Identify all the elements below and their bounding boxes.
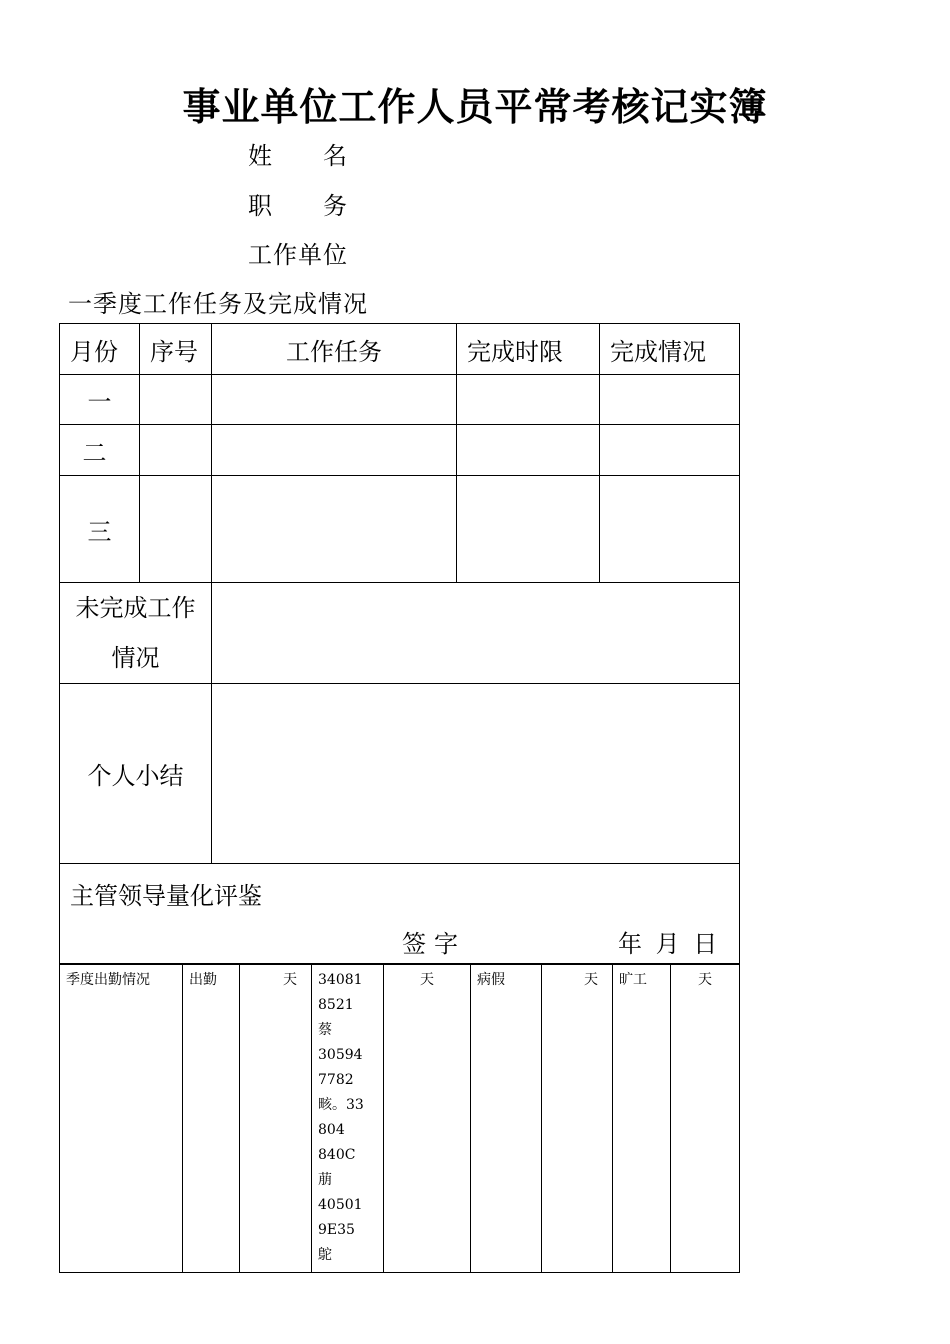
unfinished-label-line1: 未完成工作 — [75, 594, 196, 622]
garbled-codes: 34081 8521 蔡 30594 7782 畡。33 804 840C 萠 40501 9E35 鴕 — [312, 964, 384, 1273]
sign-label: 签字 — [402, 930, 466, 958]
month-cell: 二 — [60, 425, 140, 476]
task-cell[interactable] — [212, 476, 457, 583]
position-label: 职务 — [248, 192, 348, 220]
leader-row — [60, 864, 740, 965]
absent-label: 旷工 — [613, 964, 671, 1273]
unit-label: 工作单位 — [248, 241, 348, 269]
attendance-label: 季度出勤情况 — [60, 964, 183, 1273]
table-row — [60, 375, 740, 425]
header-task: 工作任务 — [212, 324, 457, 375]
index-cell[interactable] — [140, 476, 212, 583]
status-cell[interactable] — [600, 425, 740, 476]
task-cell[interactable] — [212, 425, 457, 476]
name-label: 姓名 — [248, 142, 348, 170]
table-row — [60, 425, 740, 476]
deadline-cell[interactable] — [457, 375, 600, 425]
attendance-table — [59, 963, 740, 1273]
quarter-task-table — [59, 323, 740, 965]
unfinished-row — [60, 583, 740, 684]
task-cell[interactable] — [212, 375, 457, 425]
header-month: 月份 — [60, 324, 140, 375]
leader-evaluation-cell[interactable] — [60, 864, 740, 965]
summary-label: 个人小结 — [60, 684, 212, 864]
table-header-row — [60, 324, 740, 375]
header-index: 序号 — [140, 324, 212, 375]
month-cell: 三 — [60, 476, 140, 583]
table-row — [60, 476, 740, 583]
leader-label: 主管领导量化评鉴 — [70, 882, 262, 910]
header-status: 完成情况 — [600, 324, 740, 375]
summary-content[interactable] — [212, 684, 740, 864]
unit-field — [248, 235, 348, 270]
status-cell[interactable] — [600, 476, 740, 583]
header-deadline: 完成时限 — [457, 324, 600, 375]
index-cell[interactable] — [140, 375, 212, 425]
unfinished-label-line2: 情况 — [111, 644, 160, 672]
date-label: 年 月 日 — [618, 930, 718, 958]
leave-days-unit: 天 — [384, 964, 471, 1273]
quarter-section-title: 一季度工作任务及完成情况 — [68, 290, 368, 318]
index-cell[interactable] — [140, 425, 212, 476]
sick-days-unit: 天 — [542, 964, 613, 1273]
deadline-cell[interactable] — [457, 476, 600, 583]
status-cell[interactable] — [600, 375, 740, 425]
attendance-row — [60, 964, 740, 1273]
present-days-unit: 天 — [240, 964, 312, 1273]
sick-leave-label: 病假 — [471, 964, 542, 1273]
absent-days-unit: 天 — [671, 964, 740, 1273]
unfinished-label — [60, 583, 212, 684]
name-field — [248, 136, 348, 171]
unfinished-content[interactable] — [212, 583, 740, 684]
position-field — [248, 186, 348, 221]
present-label: 出勤 — [183, 964, 240, 1273]
summary-row — [60, 684, 740, 864]
deadline-cell[interactable] — [457, 425, 600, 476]
document-title: 事业单位工作人员平常考核记实簿 — [182, 85, 768, 129]
month-cell: 一 — [60, 375, 140, 425]
